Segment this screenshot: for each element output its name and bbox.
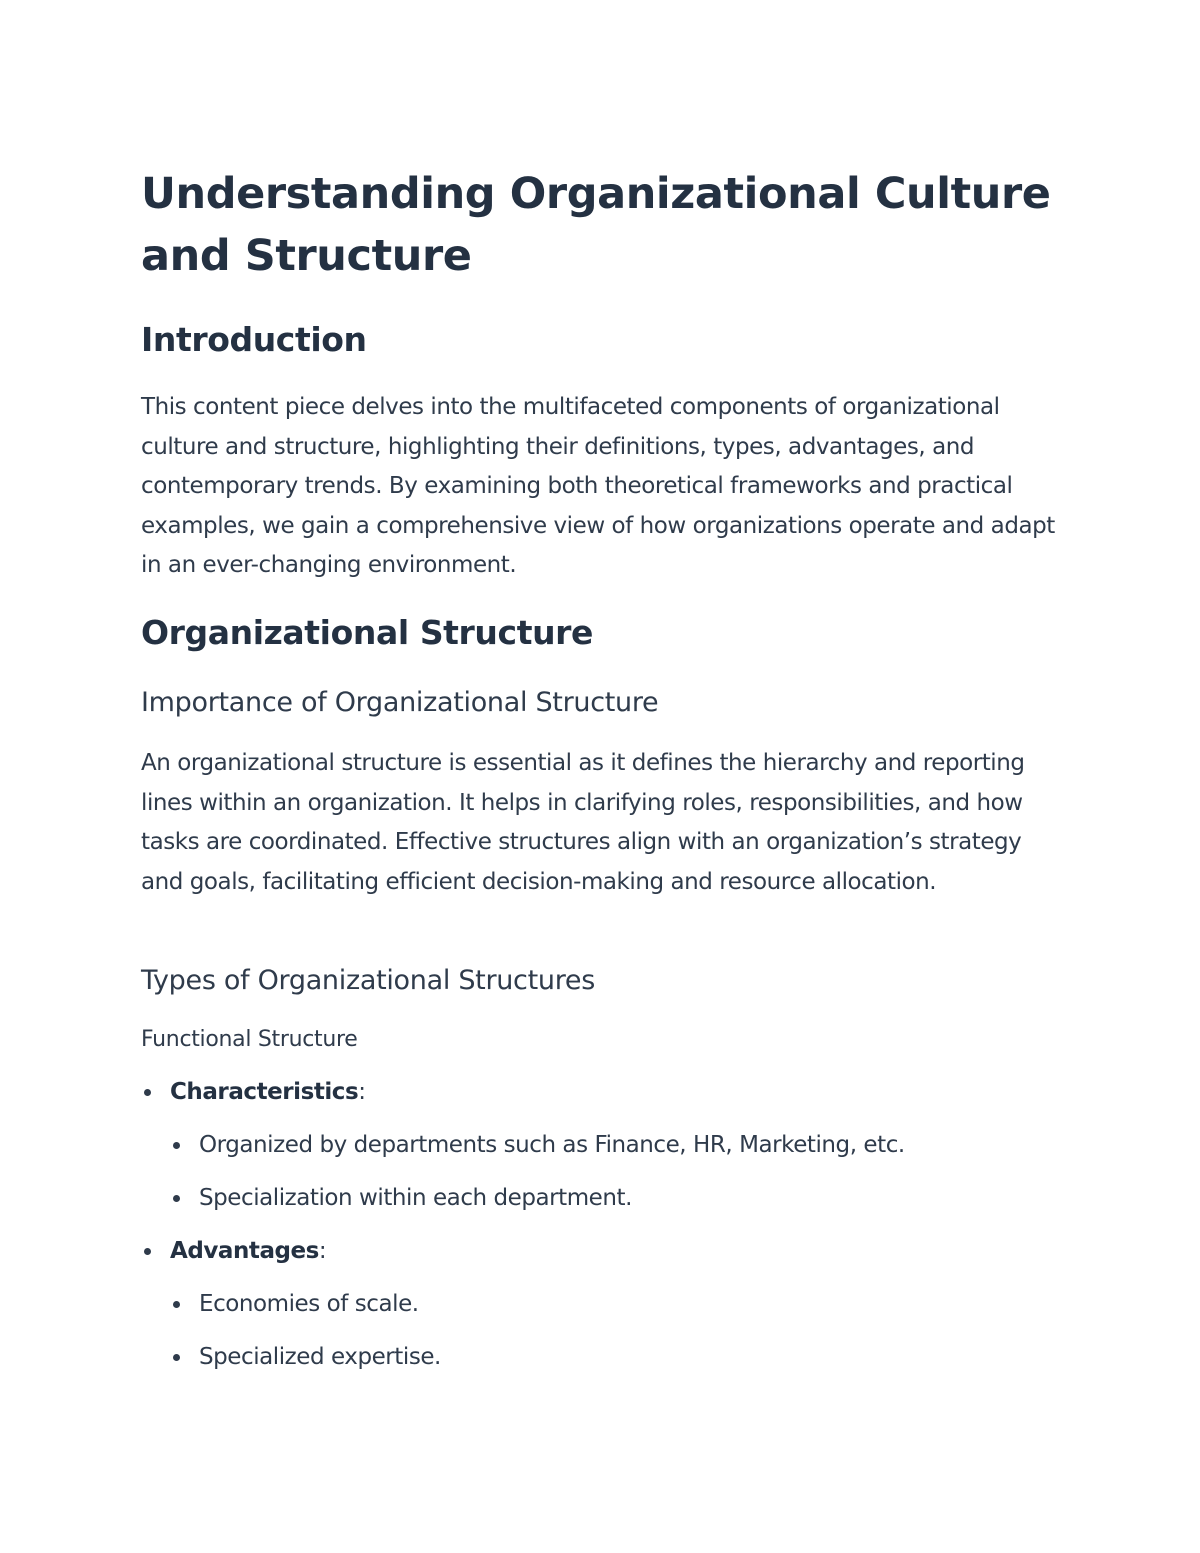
introduction-paragraph: This content piece delves into the multifaceted components of organizational culture and structure, highlighting their definitions, types, advantages, and contemporary trends. By examining both theoretical frameworks and practical examples, we gain a comprehensive view of how organizations operate and adapt in an ever-changing environment.: [141, 394, 1055, 578]
characteristic-text: Specialization within each department.: [199, 1185, 632, 1211]
bullet-icon: [173, 1195, 180, 1202]
functional-structure-heading: Functional Structure: [141, 1027, 358, 1052]
list-item-advantage: [199, 1288, 419, 1320]
bullet-icon: [173, 1301, 180, 1308]
introduction-heading: Introduction: [141, 320, 367, 359]
bullet-icon: [144, 1248, 151, 1255]
characteristic-text: Organized by departments such as Finance, HR, Marketing, etc.: [199, 1132, 905, 1158]
organizational-structure-heading: Organizational Structure: [141, 613, 594, 652]
bullet-icon: [173, 1142, 180, 1149]
importance-paragraph: An organizational structure is essential as it defines the hierarchy and reporting lines within an organization. It helps in clarifying roles, responsibilities, and how tasks are coordinated. Effective structures align with an organization’s strategy and goals, facilitating efficient decision-making and resource allocation.: [141, 750, 1025, 895]
importance-heading: Importance of Organizational Structure: [141, 687, 659, 718]
advantages-label: Advantages: [170, 1238, 319, 1264]
advantage-text: Economies of scale.: [199, 1291, 419, 1317]
list-item-advantage: [199, 1341, 441, 1373]
types-heading: Types of Organizational Structures: [141, 965, 595, 996]
bullet-icon: [144, 1089, 151, 1096]
bullet-icon: [173, 1354, 180, 1361]
list-item-advantages: Advantages:: [170, 1235, 326, 1267]
list-item-characteristic: [199, 1182, 632, 1214]
list-item-characteristics: Characteristics:: [170, 1076, 366, 1108]
advantage-text: Specialized expertise.: [199, 1344, 441, 1370]
document-title: Understanding Organizational Culture and Structure: [141, 169, 1051, 281]
characteristics-label: Characteristics: [170, 1079, 359, 1105]
list-item-characteristic: [199, 1129, 905, 1161]
